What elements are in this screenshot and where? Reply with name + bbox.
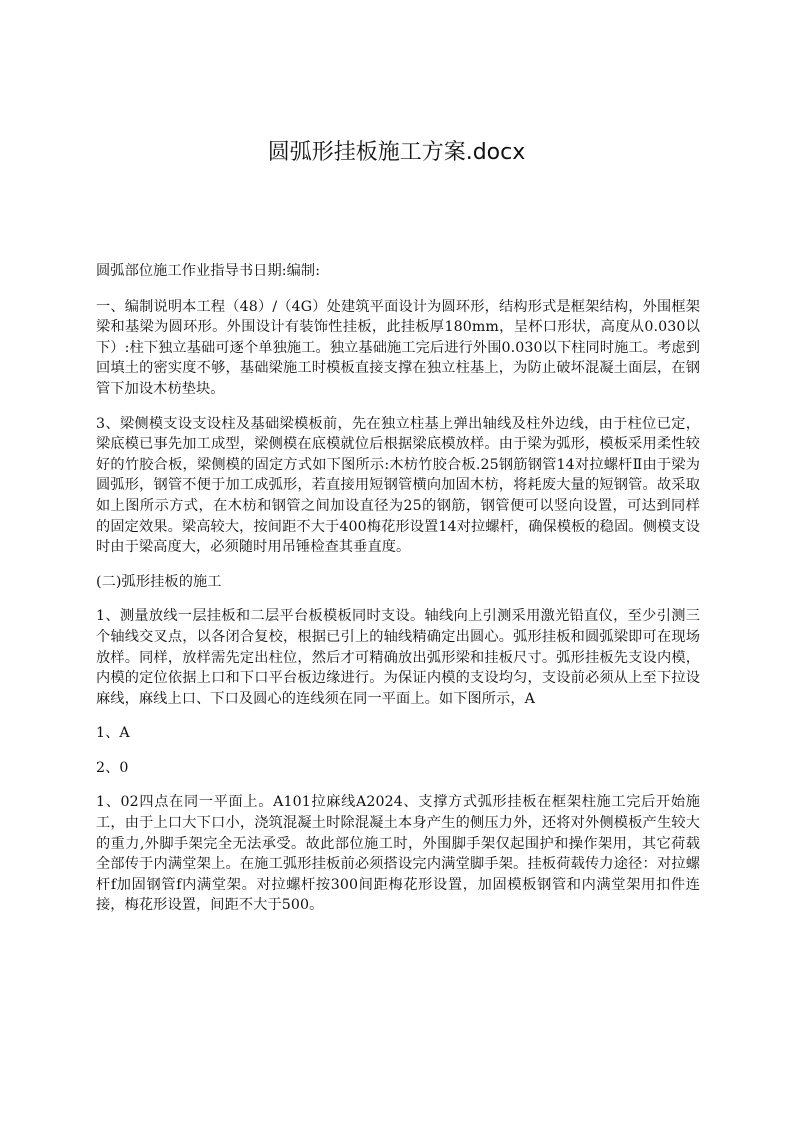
paragraph-support-method: 1、02四点在同一平面上。A101拉麻线A2024、支撑方式弧形挂板在框架柱施工完后开始施工，由于上口大下口小，浇筑混凝土时除混凝土本身产生的侧压力外，还将对外侧模板产生较大的重力,外脚手架完全无法承受。故此部位施工时，外围脚手架仅起围护和操作架用，其它荷载全部传于内满堂架上。在施工弧形挂板前必须搭设完内满堂脚手架。挂板荷载传力途径：对拉螺杆f加固钢管f内满堂架。对拉螺杆按300间距梅花形设置，加固模板钢管和内满堂架用扣件连接，梅花形设置，间距不大于500。 bbox=[96, 794, 700, 914]
paragraph-compilation-notes: 一、编制说明本工程（48）/（4G）处建筑平面设计为圆环形，结构形式是框架结构，外围框架梁和基梁为圆环形。外围设计有装饰性挂板，此挂板厚180mm，呈杯口形状，高度从0.030以下）:柱下独立基础可逐个单独施工。独立基础施工完后进行外围0.030以下柱同时施工。考虑到回填土的密实度不够，基础梁施工时模板直接支撑在独立柱基上，为防止破坏混凝土面层，在钢管下加设木枋垫块。 bbox=[96, 298, 700, 397]
section-heading-arc-panel: (二)弧形挂板的施工 bbox=[96, 573, 222, 590]
document-title: 圆弧形挂板施工方案.docx bbox=[267, 140, 526, 165]
header-line: 圆弧部位施工作业指导书日期:编制: bbox=[96, 263, 321, 279]
document-body bbox=[96, 261, 700, 930]
list-item-0: 2、0 bbox=[96, 759, 129, 776]
list-item-a: 1、A bbox=[96, 725, 130, 742]
paragraph-beam-side-formwork: 3、梁侧模支设支设柱及基础梁模板前，先在独立柱基上弹出轴线及柱外边线，由于柱位已定，梁底模已事先加工成型，梁侧模在底模就位后根据梁底模放样。由于梁为弧形，模板采用柔性较好的竹胶合板，梁侧模的固定方式如下图所示:木枋竹胶合板.25钢筋钢管14对拉螺杆Ⅱ由于梁为圆弧形，钢管不便于加工成弧形，若直接用短钢管横向加固木枋，将耗废大量的短钢管。故采取如上图所示方式，在木枋和钢管之间加设直径为25的钢筋，钢管便可以竖向设置，可达到同样的固定效果。梁高较大，按间距不大于400梅花形设置14对拉螺杆，确保模板的稳固。侧模支设时由于梁高度大，必须随时用吊锤检查其垂直度。 bbox=[96, 415, 700, 556]
paragraph-survey-layout: 1、测量放线一层挂板和二层平台板模板同时支设。轴线向上引测采用激光铅直仪，至少引测三个轴线交叉点，以各闭合复校，根据已引上的轴线精确定出圆心。弧形挂板和圆弧梁即可在现场放样。同样，放样需先定出柱位，然后才可精确放出弧形梁和挂板尺寸。弧形挂板先支设内模，内模的定位依据上口和下口平台板边缘进行。为保证内模的支设均匀，支设前必须从上至下拉设麻线，麻线上口、下口及圆心的连线须在同一平面上。如下图所示，A bbox=[96, 608, 700, 707]
